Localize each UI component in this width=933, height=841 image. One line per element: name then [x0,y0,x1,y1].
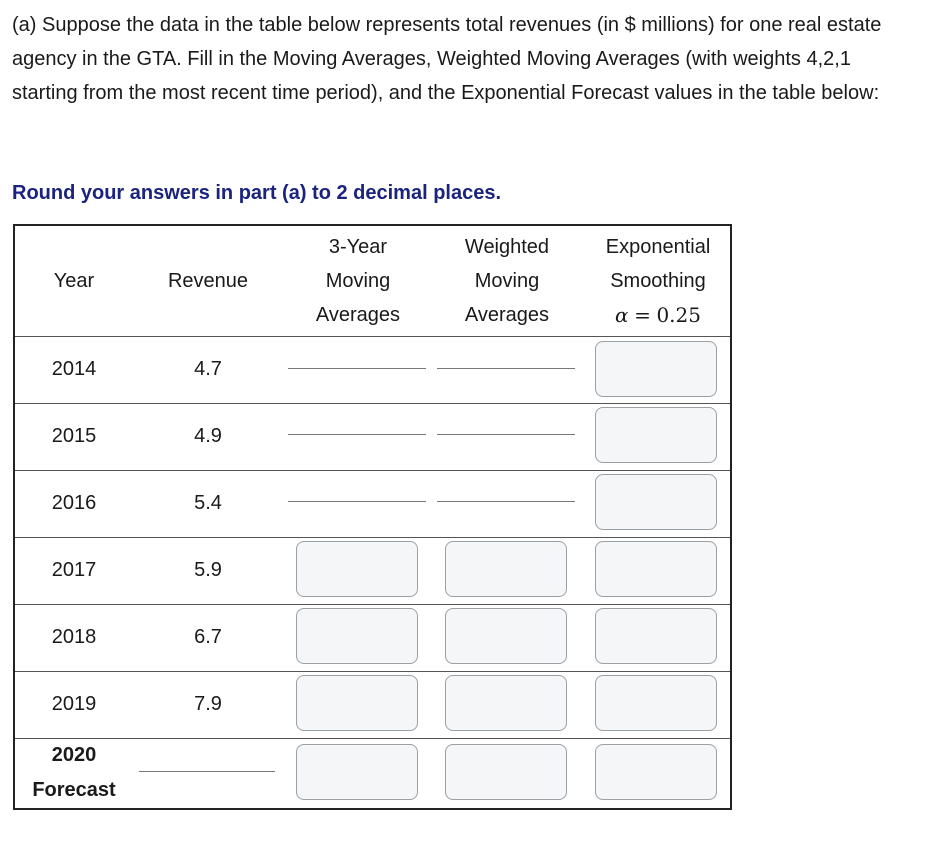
year-cell: 2016 [51,492,97,514]
table-row [15,604,730,672]
wma-input-2020[interactable] [445,744,567,800]
table-row [15,470,730,538]
header-weighted-moving-averages: Weighted Moving Averages [464,236,550,326]
forecast-row [15,738,730,810]
revenue-cell: 6.7 [194,626,222,648]
wma-input-2017[interactable] [445,541,567,597]
ma-blank-2015 [288,434,426,435]
exp-input-2014[interactable] [595,341,717,397]
ma-blank-2016 [288,501,426,502]
exp-input-2015[interactable] [595,407,717,463]
exp-input-2019[interactable] [595,675,717,731]
year-cell: 2015 [51,425,97,447]
alpha-value: α = 0.25 [615,302,701,327]
header-revenue: Revenue [167,270,249,292]
ma-input-2019[interactable] [296,675,418,731]
revenue-cell: 7.9 [194,693,222,715]
year-cell: 2014 [51,358,97,380]
year-cell: 2019 [51,693,97,715]
wma-input-2019[interactable] [445,675,567,731]
exp-input-2016[interactable] [595,474,717,530]
ma-input-2017[interactable] [296,541,418,597]
table-row [15,336,730,404]
revenue-blank-2020 [139,771,275,772]
ma-input-2018[interactable] [296,608,418,664]
revenue-cell: 4.7 [194,358,222,380]
question-text: (a) Suppose the data in the table below represents total revenues (in $ millions) for one real estate agency in the GTA. Fill in the Moving Averages, Weighted Moving Averages (with weights 4,2,1 starting from the most recent time period), and the Exponential Forecast values in the table below: [12,14,882,104]
wma-input-2018[interactable] [445,608,567,664]
wma-blank-2015 [437,434,575,435]
header-exponential-smoothing: Exponential Smoothing α = 0.25 [585,226,731,336]
year-cell: 2018 [51,626,97,648]
exp-input-2018[interactable] [595,608,717,664]
table-row [15,403,730,471]
revenue-cell: 4.9 [194,425,222,447]
rounding-instruction: Round your answers in part (a) to 2 decimal places. [12,182,502,204]
ma-blank-2014 [288,368,426,369]
wma-blank-2014 [437,368,575,369]
header-moving-averages: 3-Year Moving Averages [315,236,401,326]
wma-blank-2016 [437,501,575,502]
exp-input-2017[interactable] [595,541,717,597]
revenue-cell: 5.9 [194,559,222,581]
table-row [15,537,730,605]
forecast-label: Forecast [32,779,116,801]
exp-input-2020[interactable] [595,744,717,800]
table-header [15,226,730,337]
table-row [15,671,730,739]
header-year: Year [53,270,95,292]
year-cell: 2017 [51,559,97,581]
revenue-cell: 5.4 [194,492,222,514]
ma-input-2020[interactable] [296,744,418,800]
answer-table [13,224,732,810]
forecast-year: 2020 [51,744,97,766]
